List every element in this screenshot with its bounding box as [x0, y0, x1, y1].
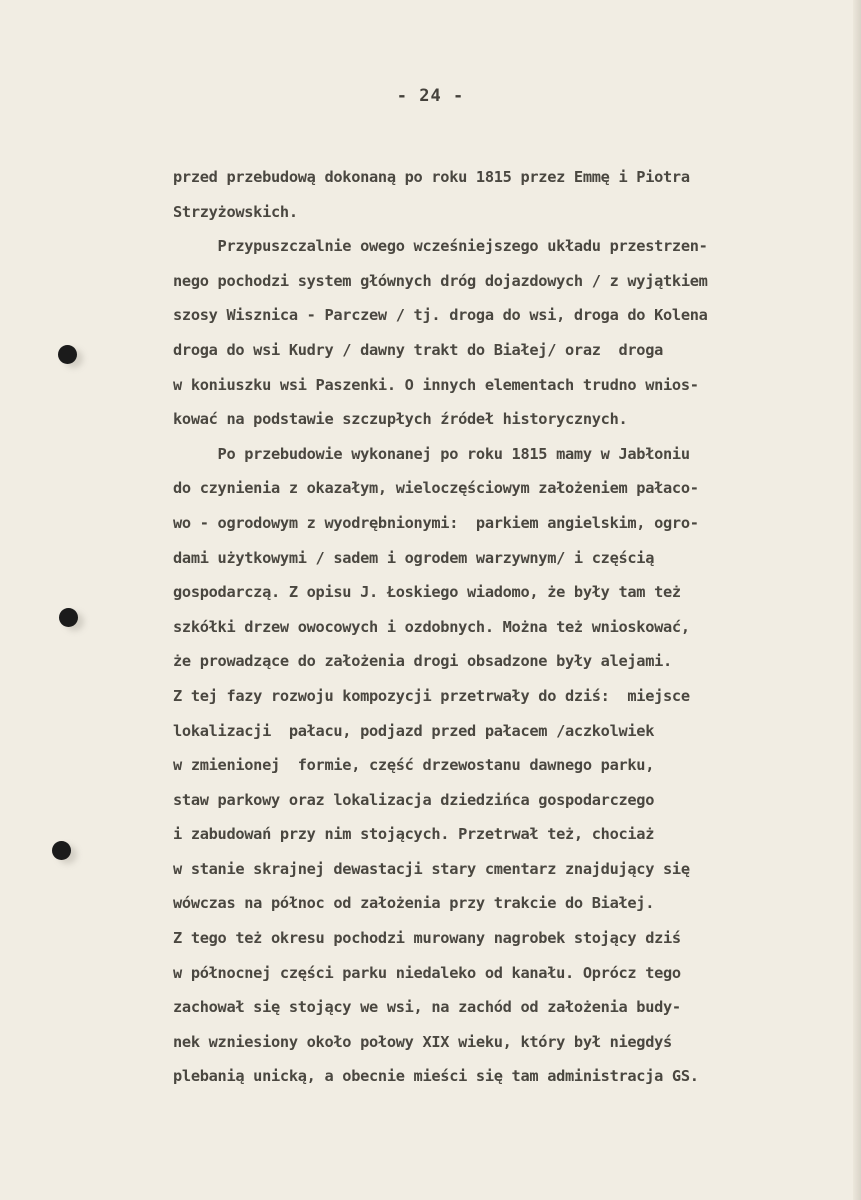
text-line: wo - ogrodowym z wyodrębnionymi: parkiem angielskim, ogro- [173, 513, 699, 532]
page-edge [853, 0, 861, 1200]
text-line: w północnej części parku niedaleko od kanału. Oprócz tego [173, 963, 681, 982]
text-line: szosy Wisznica - Parczew / tj. droga do wsi, droga do Kolena [173, 306, 708, 325]
text-line: i zabudowań przy nim stojących. Przetrwał też, chociaż [173, 825, 655, 844]
page-number: - 24 - [396, 86, 465, 106]
text-line: Z tej fazy rozwoju kompozycji przetrwały do dziś: miejsce [173, 686, 690, 705]
body-text [173, 160, 813, 1094]
text-line: kować na podstawie szczupłych źródeł historycznych. [173, 410, 628, 429]
punch-hole [59, 608, 78, 627]
text-line: Z tego też okresu pochodzi murowany nagrobek stojący dziś [173, 929, 681, 948]
text-line: dami użytkowymi / sadem i ogrodem warzywnym/ i częścią [173, 548, 655, 567]
text-line: droga do wsi Kudry / dawny trakt do Białej/ oraz droga [173, 340, 664, 359]
text-line: Strzyżowskich. [173, 202, 298, 221]
text-line: w zmienionej formie, część drzewostanu dawnego parku, [173, 756, 655, 775]
text-line: lokalizacji pałacu, podjazd przed pałacem /aczkolwiek [173, 721, 655, 740]
punch-hole [52, 841, 71, 860]
text-line: wówczas na północ od założenia przy trakcie do Białej. [173, 894, 655, 913]
text-line: gospodarczą. Z opisu J. Łoskiego wiadomo, że były tam też [173, 583, 681, 602]
text-line: przed przebudową dokonaną po roku 1815 przez Emmę i Piotra [173, 168, 690, 186]
text-line: że prowadzące do założenia drogi obsadzone były alejami. [173, 652, 672, 671]
text-line: zachował się stojący we wsi, na zachód od założenia budy- [173, 998, 681, 1017]
text-line: w koniuszku wsi Paszenki. O innych elementach trudno wnios- [173, 375, 699, 394]
text-line: w stanie skrajnej dewastacji stary cmentarz znajdujący się [173, 859, 690, 878]
text-line: szkółki drzew owocowych i ozdobnych. Można też wnioskować, [173, 617, 690, 636]
text-line: Po przebudowie wykonanej po roku 1815 mamy w Jabłoniu [173, 444, 690, 463]
text-line: Przypuszczalnie owego wcześniejszego układu przestrzen- [173, 237, 708, 256]
text-line: nego pochodzi system głównych dróg dojazdowych / z wyjątkiem [173, 271, 708, 290]
text-line: staw parkowy oraz lokalizacja dziedzińca gospodarczego [173, 790, 655, 809]
text-line: do czynienia z okazałym, wieloczęściowym założeniem pałaco- [173, 479, 699, 498]
text-line: nek wzniesiony około połowy XIX wieku, który był niegdyś [173, 1032, 672, 1051]
punch-hole [58, 345, 77, 364]
text-line: plebanią unicką, a obecnie mieści się tam administracja GS. [173, 1067, 699, 1086]
